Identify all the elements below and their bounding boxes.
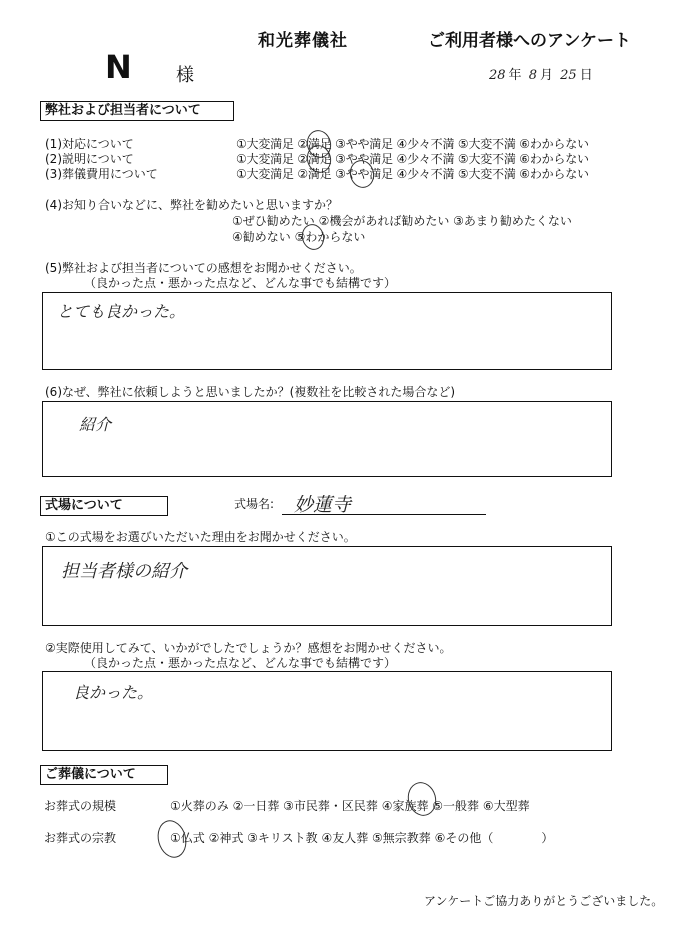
q5-label: (5)弊社および担当者についての感想をお聞かせください。 [45, 261, 362, 275]
venue-q1-answer: 担当者様の紹介 [61, 561, 187, 582]
religion-selected-mark [154, 817, 191, 861]
date-month-label: 月 [539, 68, 553, 83]
q5-answer: とても良かった。 [57, 302, 186, 321]
customer-honorific: 様 [176, 65, 194, 86]
venue-name: 妙蓮寺 [294, 494, 352, 516]
q2-label: (2)説明について [45, 152, 134, 166]
date-day-label: 日 [579, 68, 593, 83]
venue-q2-answer: 良かった。 [73, 683, 154, 702]
q6-answer-box [42, 401, 612, 477]
section-header-staff: 弊社および担当者について [40, 101, 234, 121]
scale-options: ①火葬のみ ②一日葬 ③市民葬・区民葬 ④家族葬 ⑤一般葬 ⑥大型葬 [170, 799, 530, 813]
religion-options: ①仏式 ②神式 ③キリスト教 ④友人葬 ⑤無宗教葬 ⑥その他（ ） [170, 831, 554, 845]
date-year-label: 年 [508, 68, 522, 83]
venue-label: 式場名: [234, 497, 275, 511]
q1-label: (1)対応について [45, 137, 134, 151]
q3-options: ①大変満足 ②満足 ③やや満足 ④少々不満 ⑤大変不満 ⑥わからない [236, 167, 589, 181]
customer-initial: N [105, 48, 132, 86]
q5-sub: （良かった点・悪かった点など、どんな事でも結構です） [84, 276, 397, 290]
scale-label: お葬式の規模 [44, 799, 117, 813]
venue-q1-label: ①この式場をお選びいただいた理由をお聞かせください。 [45, 530, 356, 544]
q6-label: (6)なぜ、弊社に依頼しようと思いましたか？(複数社を比較された場合など) [45, 385, 456, 399]
q4-label: (4)お知り合いなどに、弊社を勧めたいと思いますか？ [45, 198, 339, 212]
section-header-funeral: ご葬儀について [40, 765, 168, 785]
date-month: 8 [528, 68, 537, 83]
religion-label: お葬式の宗教 [44, 831, 117, 845]
footer-thanks: アンケートご協力ありがとうございました。 [424, 894, 664, 908]
survey-title: ご利用者様へのアンケート [428, 31, 631, 51]
date-day: 25 [560, 68, 577, 83]
q2-options: ①大変満足 ②満足 ③やや満足 ④少々不満 ⑤大変不満 ⑥わからない [236, 152, 589, 166]
venue-q2-label: ②実際使用してみて、いかがでしたでしょうか？感想をお聞かせください。 [45, 641, 452, 655]
q4-options-line1: ①ぜひ勧めたい ②機会があれば勧めたい ③あまり勧めたくない [232, 214, 572, 228]
venue-q2-answer-box [42, 671, 612, 751]
q3-label: (3)葬儀費用について [45, 167, 158, 181]
company-name: 和光葬儀社 [258, 31, 348, 51]
survey-date [486, 64, 593, 83]
venue-q2-sub: （良かった点・悪かった点など、どんな事でも結構です） [84, 656, 397, 670]
date-year: 28 [489, 68, 506, 83]
q5-answer-box [42, 292, 612, 370]
section-header-venue: 式場について [40, 496, 168, 516]
venue-q1-answer-box [42, 546, 612, 626]
q4-options-line2: ④勧めない ⑤わからない [232, 230, 366, 244]
q1-options: ①大変満足 ②満足 ③やや満足 ④少々不満 ⑤大変不満 ⑥わからない [236, 137, 589, 151]
q6-answer: 紹介 [79, 415, 112, 434]
venue-name-field [282, 490, 486, 515]
